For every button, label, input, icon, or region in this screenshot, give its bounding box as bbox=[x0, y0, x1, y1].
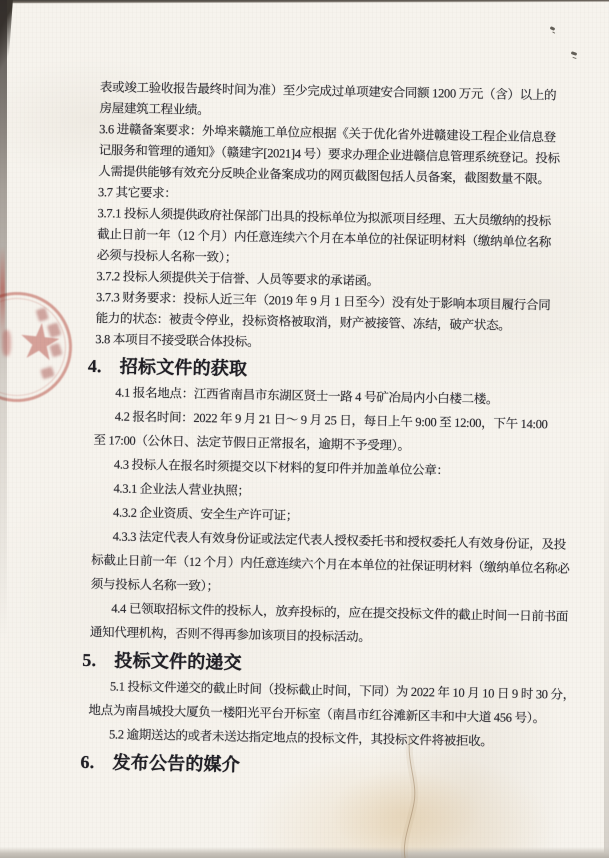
doc-line-2: 房屋建筑工程业绩。 bbox=[99, 101, 210, 118]
doc-line-28: 地点为南昌城投大厦负一楼阳光平台开标室（南昌市红谷滩新区丰和中大道 456 号）。 bbox=[88, 703, 545, 726]
doc-line-18: 4.3 投标人在报名时须提交以下材料的复印件并加盖单位公章： bbox=[113, 457, 449, 478]
doc-line-25: 通知代理机构，否则不得再参加该项目的投标活动。 bbox=[89, 625, 371, 645]
document-text bbox=[80, 77, 580, 785]
doc-line-21: 4.3.3 法定代表人有效身份证或法定代表人授权委托书和授权委托人有效身份证，及投 bbox=[112, 529, 567, 552]
doc-line-16: 4.2 报名时间：2022 年 9 月 21 日～ 9 月 25 日，每日上午 9:00 至 12:00，下午 14:00 bbox=[114, 409, 548, 432]
pen-mark bbox=[550, 26, 556, 31]
doc-line-27: 5.1 投标文件递交的截止时间（投标截止时间，下同）为 2022 年 10 月 10 日 9 时 30 分， bbox=[109, 679, 576, 702]
doc-line-8: 截止日前一年（12 个月）内任意连续六个月在本单位的社保证明材料（缴纳单位名称 bbox=[97, 227, 552, 250]
doc-line-17: 至 17:00（公休日、法定节假日正常报名，逾期不予受理）。 bbox=[93, 433, 410, 453]
doc-line-12: 能力的状态：被责令停业，投标资格被取消，财产被接管、冻结，破产状态。 bbox=[95, 311, 511, 333]
section-heading-6 bbox=[80, 749, 567, 784]
doc-line-13: 3.8 本项目不接受联合体投标。 bbox=[95, 332, 260, 350]
doc-line-20: 4.3.2 企业资质、安全生产许可证； bbox=[112, 505, 299, 523]
scan-top-edge bbox=[0, 0, 609, 4]
seal-ink-fleck bbox=[2, 330, 11, 356]
pen-mark bbox=[571, 51, 578, 56]
doc-line-6: 3.7 其它要求： bbox=[97, 185, 177, 201]
scan-right-edge bbox=[604, 420, 609, 858]
doc-line-9: 必须与投标人名称一致）； bbox=[96, 248, 238, 265]
section-title: 发布公告的媒介 bbox=[112, 752, 241, 775]
doc-line-15: 4.1 报名地点：江西省南昌市东湖区贤士一路 4 号矿冶局内小白楼二楼。 bbox=[115, 385, 499, 407]
section-number: 4. bbox=[87, 355, 102, 377]
doc-line-24: 4.4 已领取招标文件的投标人，放弃投标的，应在提交投标文件的截止时间一日前书面 bbox=[111, 601, 569, 624]
doc-line-3: 3.6 进赣备案要求：外埠来赣施工单位应根据《关于优化省外进赣建设工程企业信息登 bbox=[99, 122, 556, 145]
doc-line-23: 须与投标人名称一致）； bbox=[90, 577, 219, 594]
doc-line-29: 5.2 逾期送达的或者未送达指定地点的投标文件，其投标文件将被拒收。 bbox=[108, 727, 493, 749]
doc-line-4: 记服务和管理的通知》（赣建字[2021]4 号）要求办理企业进赣信息管理系统登记。投标 bbox=[98, 143, 560, 166]
section-title: 投标文件的递交 bbox=[114, 650, 242, 673]
official-seal-stamp bbox=[0, 278, 86, 417]
doc-line-5: 人需提供能够有效充分反映企业备案成功的网页截图包括人员备案，截图数量不限。 bbox=[98, 164, 550, 187]
doc-line-10: 3.7.2 投标人须提供关于信誉、人员等要求的承诺函。 bbox=[96, 269, 380, 289]
doc-line-19: 4.3.1 企业法人营业执照； bbox=[113, 481, 250, 498]
section-number: 6. bbox=[80, 751, 95, 773]
scan-bottom-edge bbox=[0, 847, 609, 858]
seal-ink-streak bbox=[0, 246, 5, 341]
doc-line-7: 3.7.1 投标人须提供政府社保部门出具的投标单位为拟派项目经理、五大员缴纳的投标 bbox=[97, 206, 551, 229]
section-number: 5. bbox=[82, 649, 97, 671]
doc-line-22: 标截止日前一年（12 个月）内任意连续六个月在本单位的社保证明材料（缴纳单位名称必 bbox=[91, 553, 570, 576]
section-title: 招标文件的获取 bbox=[119, 356, 248, 379]
doc-line-1: 表或竣工验收报告最终时间为准）至少完成过单项建安合同额 1200 万元（含）以上的 bbox=[99, 80, 557, 103]
doc-line-11: 3.7.3 财务要求：投标人近三年（2019 年 9 月 1 日至今）没有处于影响本项目履行合同 bbox=[95, 290, 551, 313]
